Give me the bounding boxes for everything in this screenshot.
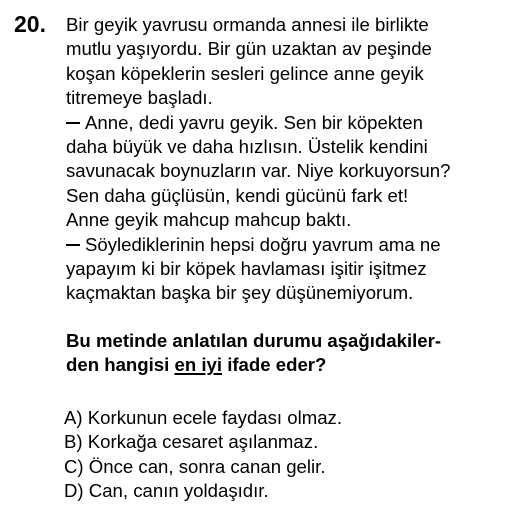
passage-line: titremeye başladı. (66, 87, 213, 109)
question-prompt (66, 329, 441, 378)
passage-line: Anne geyik mahcup mahcup baktı. (66, 209, 352, 231)
dialogue-dash (66, 244, 80, 246)
passage-line: daha büyük ve daha hızlısın. Üstelik kendini (66, 136, 428, 158)
passage-line: Sen daha güçlüsün, kendi gücünü fark et! (66, 184, 409, 206)
question-number: 20. (14, 11, 46, 37)
passage-line-text: Söylediklerinin hepsi doğru yavrum ama ne (85, 233, 441, 255)
passage-line-text: Anne, dedi yavru geyik. Sen bir köpekten (85, 111, 423, 133)
passage-line: kaçmaktan başka bir şey düşünemiyorum. (66, 282, 414, 304)
dialogue-line (66, 111, 512, 135)
option-c[interactable]: C) Önce can, sonra canan gelir. (64, 455, 326, 477)
prompt-text: den hangisi (66, 354, 175, 376)
prompt-line-1: Bu metinde anlatılan durumu aşağıdakiler- (66, 330, 442, 351)
passage-line: koşan köpeklerin sesleri gelince anne geyik (66, 62, 424, 84)
dialogue-dash (66, 122, 80, 124)
answer-options (64, 406, 342, 504)
passage-line: mutlu yaşıyordu. Bir gün uzaktan av peşinde (66, 38, 432, 60)
prompt-line-2 (66, 353, 441, 377)
dialogue-line (66, 233, 512, 257)
passage-line: Bir geyik yavrusu ormanda annesi ile birlikte (66, 14, 429, 35)
passage-line: yapayım ki bir köpek havlaması işitir işitmez (66, 258, 427, 280)
option-b[interactable]: B) Korkağa cesaret aşılanmaz. (64, 431, 319, 453)
prompt-text: ifade eder? (222, 354, 327, 376)
prompt-emphasis: en iyi (174, 354, 223, 376)
option-d[interactable]: D) Can, canın yoldaşıdır. (64, 480, 269, 502)
passage-line: savunacak boynuzların var. Niye korkuyorsun? (66, 160, 451, 182)
option-a[interactable]: A) Korkunun ecele faydası olmaz. (64, 407, 343, 428)
question-passage (66, 13, 512, 306)
